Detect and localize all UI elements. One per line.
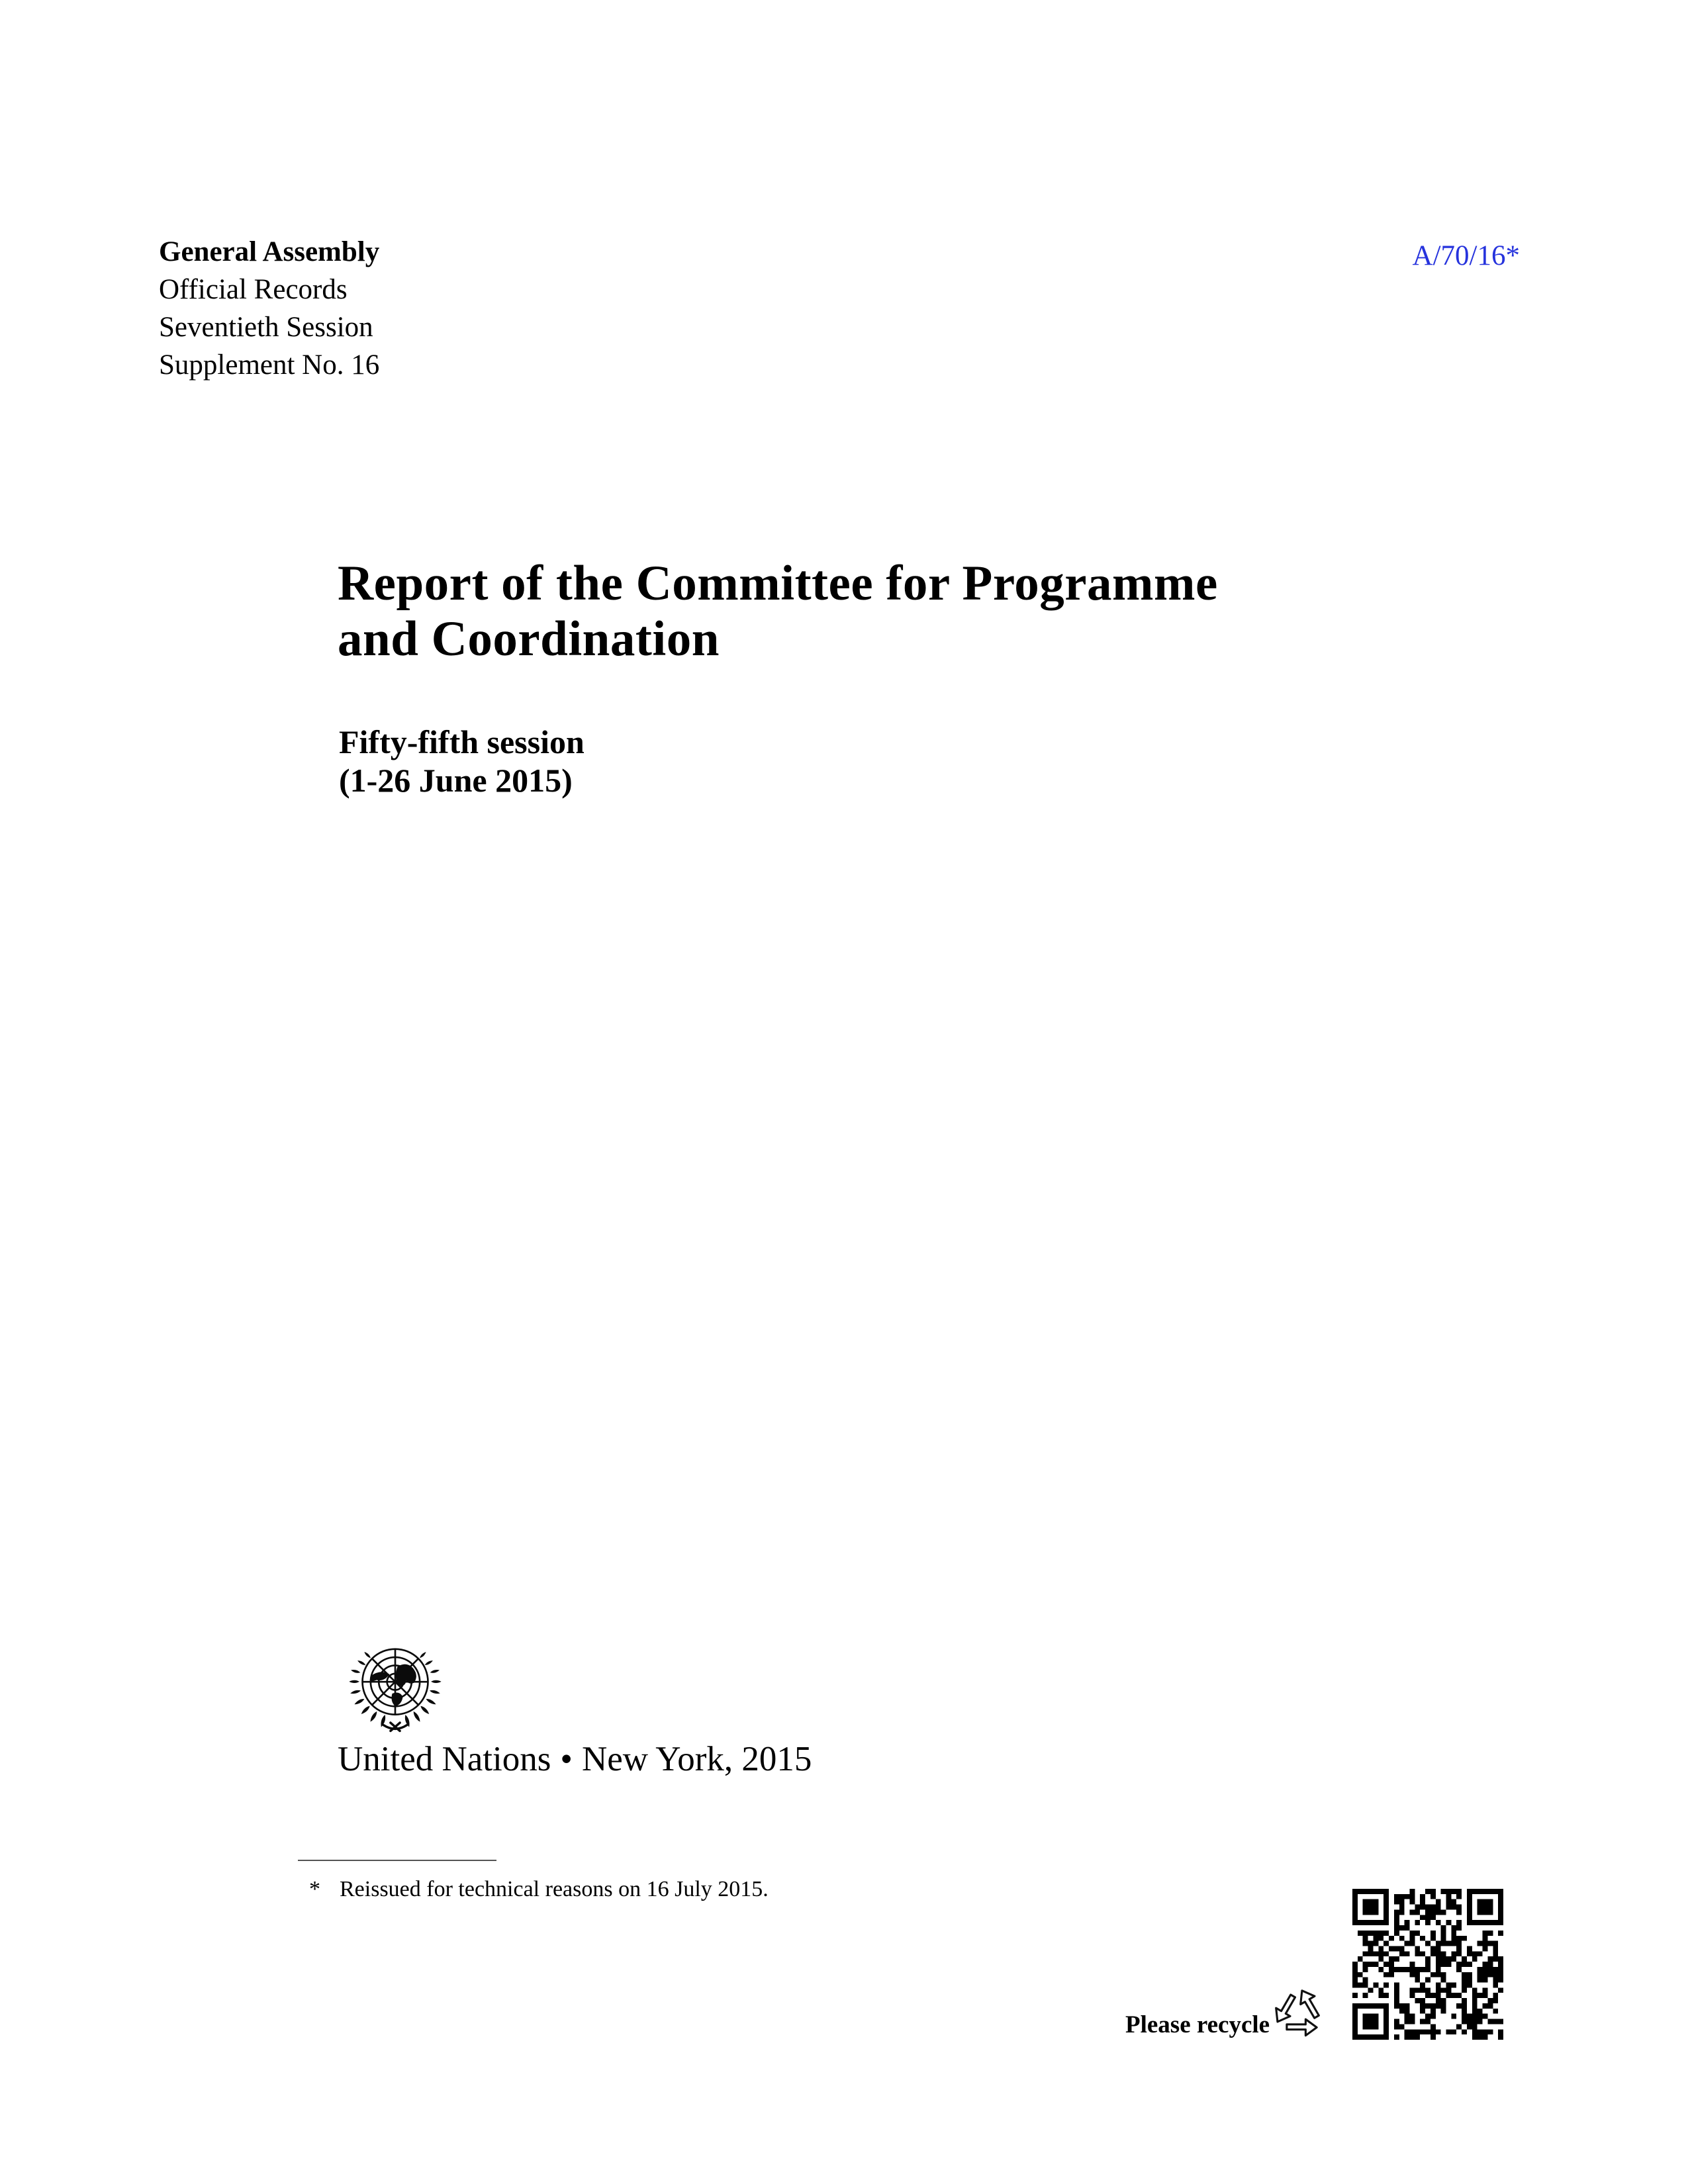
bullet-separator: • <box>560 1740 573 1778</box>
report-title <box>338 556 1218 667</box>
masthead-block <box>159 233 379 384</box>
session-number-line: Seventieth Session <box>159 312 373 343</box>
footnote-divider <box>298 1860 496 1861</box>
report-title-line2: and Coordination <box>338 612 720 666</box>
footnote <box>301 1877 769 1902</box>
session-dates: (1-26 June 2015) <box>339 762 573 799</box>
organ-name: General Assembly <box>159 236 380 267</box>
place-and-year: New York, 2015 <box>581 1740 812 1778</box>
qr-code <box>1352 1888 1503 2040</box>
un-emblem-icon <box>336 1637 454 1738</box>
supplement-line: Supplement No. 16 <box>159 349 380 381</box>
recycle-label: Please recycle <box>1125 2011 1270 2038</box>
recycle-icon <box>1270 1984 1328 2042</box>
session-title: Fifty-fifth session <box>339 723 585 760</box>
publisher-name: United Nations <box>338 1740 551 1778</box>
footnote-marker: * <box>309 1877 320 1901</box>
imprint-line <box>338 1739 812 1779</box>
session-block <box>339 723 585 799</box>
document-symbol: A/70/16* <box>1412 240 1520 271</box>
official-records-line: Official Records <box>159 274 348 305</box>
report-title-line1: Report of the Committee for Programme <box>338 556 1218 611</box>
footnote-text: Reissued for technical reasons on 16 July 2015. <box>340 1877 769 1901</box>
